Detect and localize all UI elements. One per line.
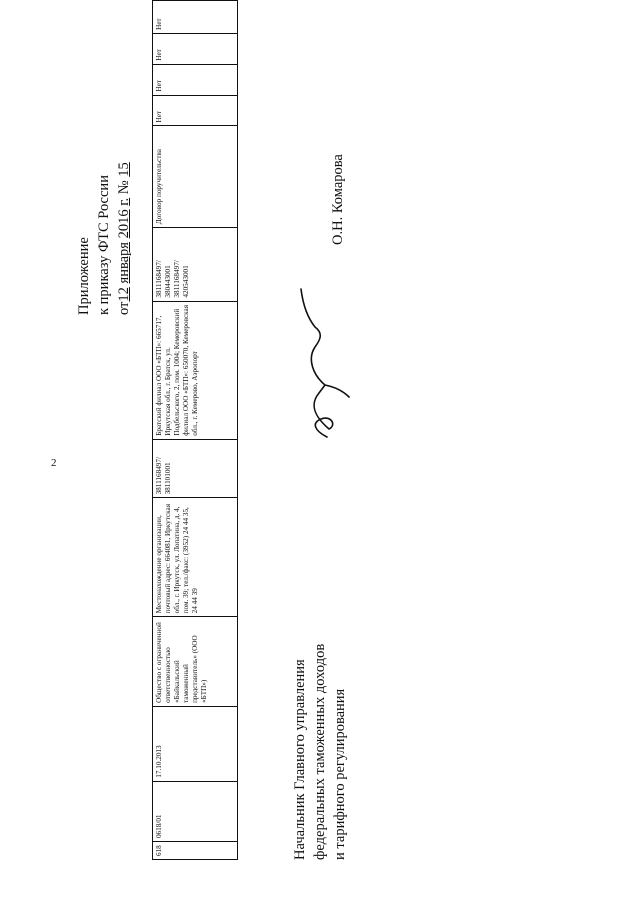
appendix-header	[74, 75, 134, 315]
appendix-number: 15	[116, 162, 132, 177]
cell-flag-1: Нет	[153, 95, 238, 126]
cell-index: 618	[153, 842, 238, 860]
appendix-ot: от	[116, 301, 132, 315]
page-number: 2	[51, 457, 57, 469]
signature-image	[285, 285, 355, 445]
chief-title-line-3: и тарифного регулирования	[332, 688, 348, 860]
appendix-num-sign: №	[116, 180, 132, 195]
cell-inn-kpp: 3811168497/ 381101001	[153, 439, 238, 498]
cell-contract: Договор поручительства	[153, 126, 238, 228]
appendix-year: 2016	[116, 209, 132, 239]
chief-title-line-2: федеральных таможенных доходов	[312, 643, 328, 860]
chief-title	[290, 644, 350, 860]
chief-title-line-1: Начальник Главного управления	[292, 659, 308, 860]
cell-branch-inn-kpp: 3811168497/ 380443001 3811168497/ 420543001	[153, 228, 238, 301]
appendix-date-line	[114, 75, 134, 315]
cell-flag-3: Нет	[153, 33, 238, 64]
table-row	[153, 1, 238, 860]
appendix-month: января	[116, 242, 132, 284]
signer-name: О.Н. Комарова	[330, 154, 346, 245]
appendix-day: 12	[116, 287, 132, 302]
appendix-title: Приложение	[76, 237, 92, 315]
cell-flag-4: Нет	[153, 1, 238, 34]
cell-org-name: Общество с ограниченной ответственностью «Байкальский таможенный представитель» (ООО «БТП»)	[153, 617, 238, 707]
cell-address: Местонахождение организации, почтовый адрес: 664081, Иркутская обл., г. Иркутск, ул. Лопатина, д. 4, пом. 39; тел./факс: (3952) 24 44 35, 24 44 39	[153, 498, 238, 617]
cell-code: 0618/01	[153, 781, 238, 841]
cell-flag-2: Нет	[153, 64, 238, 95]
registry-table	[152, 0, 238, 860]
appendix-g: г.	[116, 197, 132, 206]
cell-date: 17.10.2013	[153, 706, 238, 781]
cell-branches: Братский филиал ООО «БТП»: 665717, Иркутская обл., г. Братск, ул. Подбельского, 2, пом. 1004; Кемеровский филиал ООО «БТП»: 650070, Кемеровская обл., г. Кемерово, Аэропорт	[153, 301, 238, 439]
appendix-order-ref: к приказу ФТС России	[96, 175, 112, 315]
